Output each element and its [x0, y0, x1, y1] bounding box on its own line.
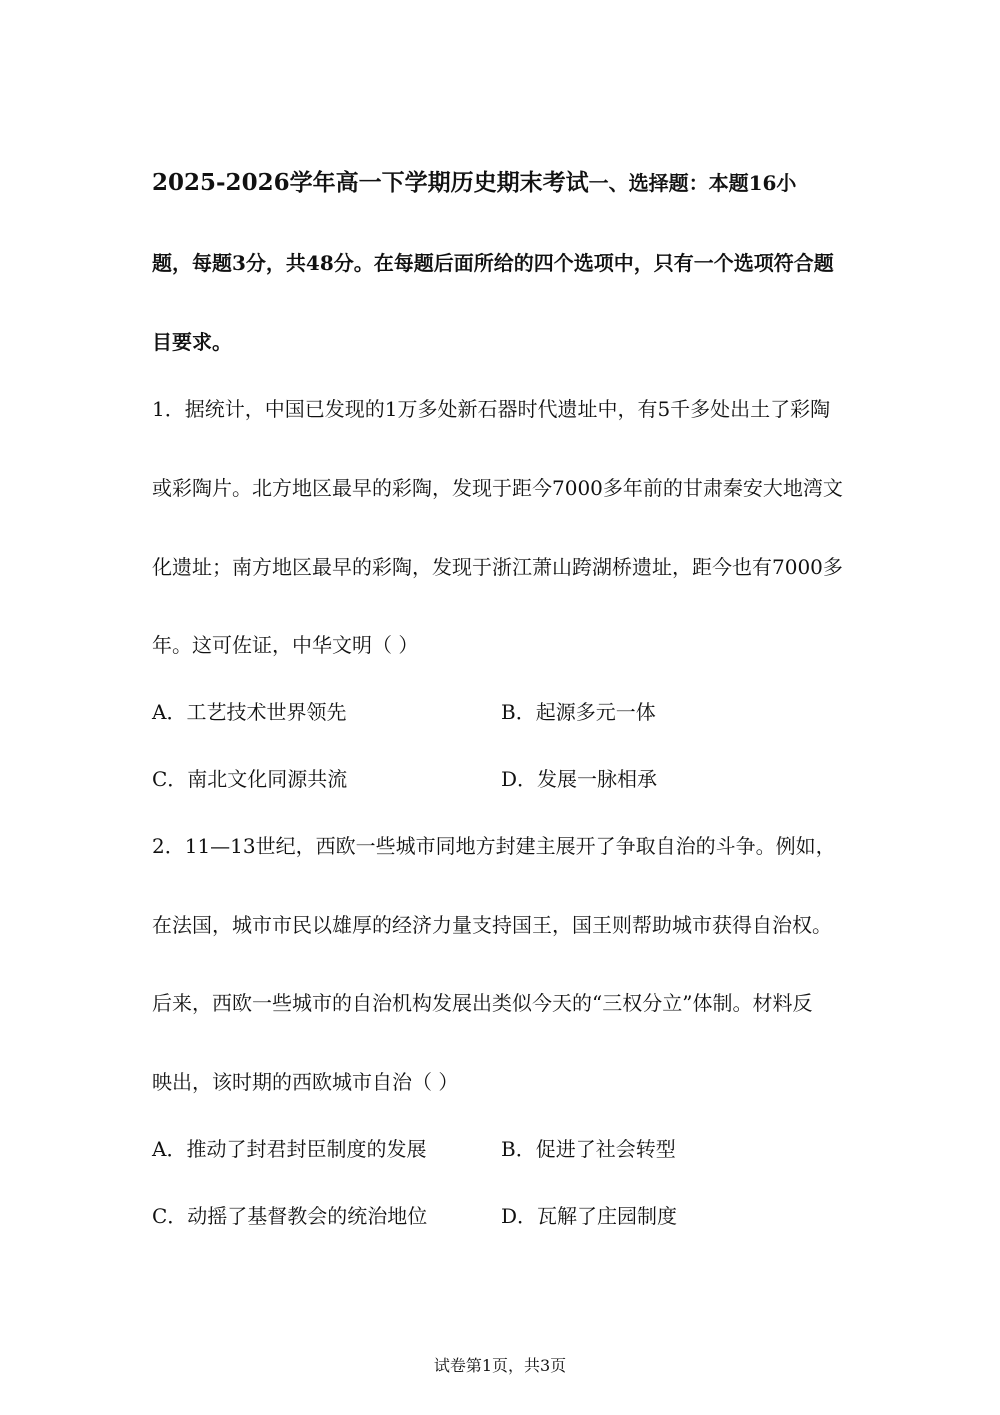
- question-1-option-b: B．起源多元一体: [501, 700, 656, 724]
- section-instructions-line-2: 题，每题3分，共48分。在每题后面所给的四个选项中，只有一个选项符合题: [152, 251, 834, 275]
- section-heading: 一、选择题：本题16小: [588, 171, 797, 195]
- question-2-option-b: B．促进了社会转型: [501, 1137, 676, 1161]
- exam-title: 2025-2026学年高一下学期历史期末考试: [152, 169, 589, 196]
- question-2-option-c: C．动摇了基督教会的统治地位: [152, 1204, 428, 1228]
- question-1-line-4: 年。这可佐证，中华文明（ ）: [152, 633, 419, 657]
- question-1-line-3: 化遗址；南方地区最早的彩陶，发现于浙江萧山跨湖桥遗址，距今也有7000多: [152, 555, 843, 579]
- question-1-option-c: C．南北文化同源共流: [152, 767, 348, 791]
- page-number: 试卷第1页，共3页: [433, 1356, 567, 1375]
- exam-header-line-1: [152, 170, 852, 196]
- section-instructions-line-3: 目要求。: [152, 330, 232, 354]
- question-1-line-2: 或彩陶片。北方地区最早的彩陶，发现于距今7000多年前的甘肃秦安大地湾文: [152, 476, 843, 500]
- question-1-option-d: D．发展一脉相承: [501, 767, 658, 791]
- question-2-line-1: 2．11—13世纪，西欧一些城市同地方封建主展开了争取自治的斗争。例如，: [152, 834, 836, 858]
- question-2-option-a: A．推动了封君封臣制度的发展: [152, 1137, 427, 1161]
- question-1-option-a: A．工艺技术世界领先: [152, 700, 347, 724]
- question-2-line-3: 后来，西欧一些城市的自治机构发展出类似今天的“三权分立”体制。材料反: [152, 991, 813, 1015]
- question-2-line-4: 映出，该时期的西欧城市自治（ ）: [152, 1070, 459, 1094]
- question-2-option-d: D．瓦解了庄园制度: [501, 1204, 678, 1228]
- question-2-line-2: 在法国，城市市民以雄厚的经济力量支持国王，国王则帮助城市获得自治权。: [152, 913, 832, 937]
- question-1-line-1: 1．据统计，中国已发现的1万多处新石器时代遗址中，有5千多处出土了彩陶: [152, 397, 831, 421]
